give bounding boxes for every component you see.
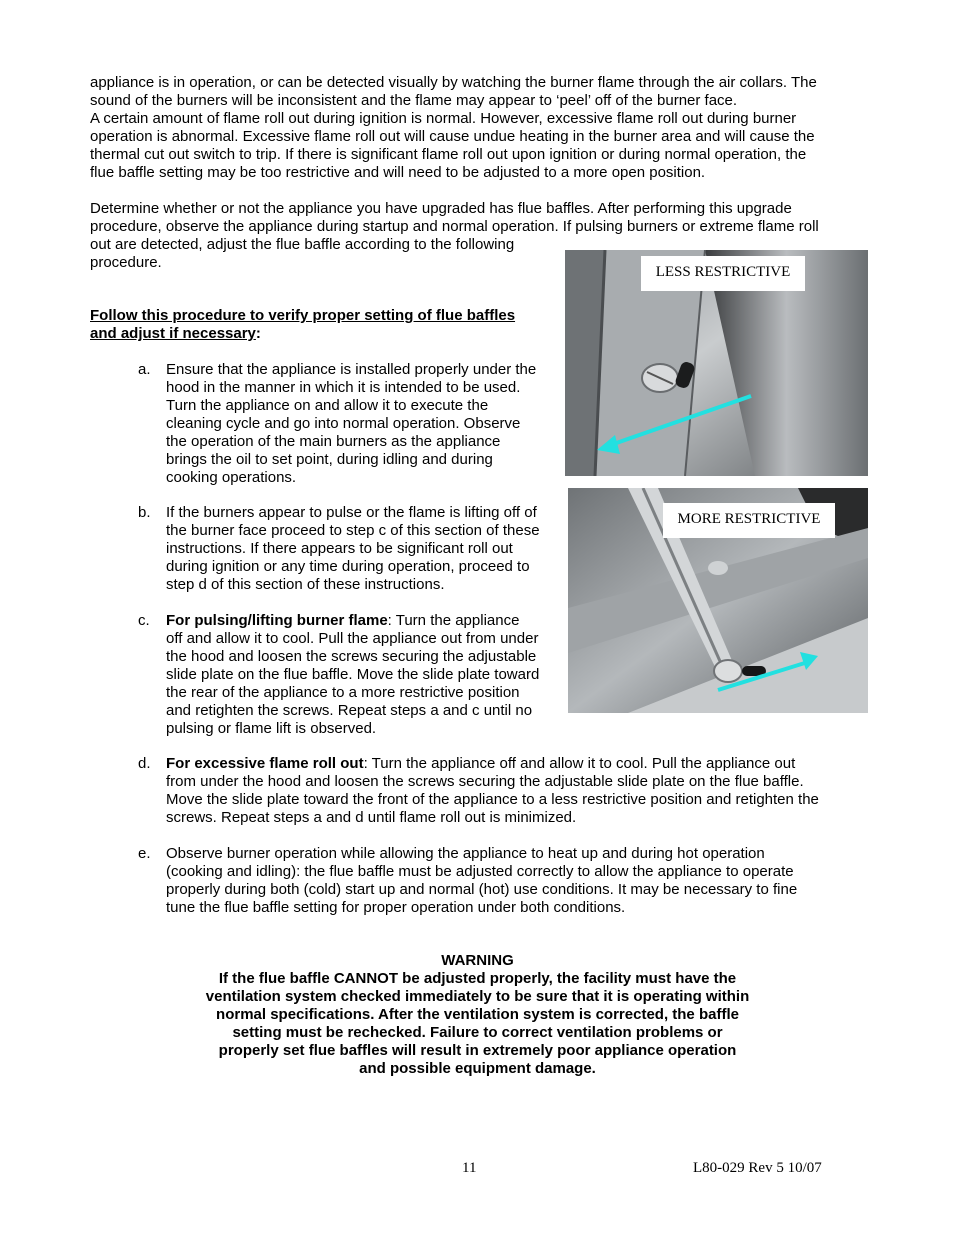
- step-line: brings the oil to set point, during idling and during: [166, 451, 493, 468]
- procedure-heading-line: and adjust if necessary: [90, 325, 256, 342]
- step-letter: b.: [138, 504, 151, 521]
- step-line: from under the hood and loosen the screws securing the adjustable slide plate on the flue baffle.: [166, 773, 804, 790]
- step-line: screws. Repeat steps a and d until flame roll out is minimized.: [166, 809, 577, 826]
- intro-p1-line: thermal cut out switch to trip. If there is significant flame roll out upon ignition or during normal operation, the: [90, 146, 807, 163]
- step-line: Move the slide plate toward the front of the appliance to a less restrictive position and retighten the: [166, 791, 819, 808]
- intro-p1-line: appliance is in operation, or can be detected visually by watching the burner flame through the air collars. The: [90, 74, 817, 91]
- warning-block: [190, 952, 765, 1078]
- step-line: during ignition or any time during operation, proceed to: [166, 558, 530, 575]
- intro-p2-line: procedure.: [90, 254, 162, 271]
- step-bold-lead: For pulsing/lifting burner flame: [166, 612, 388, 629]
- step-line: cleaning cycle and go into normal operation. Observe: [166, 415, 521, 432]
- intro-p1-line: A certain amount of flame roll out during ignition is normal. However, excessive flame roll out during burner: [90, 110, 797, 127]
- step-line: the hood and loosen the screws securing the adjustable: [166, 648, 537, 665]
- intro-p1-line: operation is abnormal. Excessive flame roll out will cause undue heating in the burner area and will cause the: [90, 128, 815, 145]
- step-letter: c.: [138, 612, 150, 629]
- procedure-heading-suffix: :: [255, 325, 261, 342]
- step-line: the burner face proceed to step c of this section of these: [166, 522, 540, 539]
- step-line: the rear of the appliance to a more restrictive position: [166, 684, 520, 701]
- step-letter: e.: [138, 845, 151, 862]
- intro-p2-line: procedure, observe the appliance during startup and normal operation. If pulsing burners or extreme flame roll: [90, 218, 819, 235]
- step-text: [166, 361, 558, 487]
- warning-line: setting must be rechecked. Failure to correct ventilation problems or: [232, 1024, 723, 1041]
- step-line: If the burners appear to pulse or the flame is lifting off of: [166, 504, 537, 521]
- intro-p2-line: out are detected, adjust the flue baffle according to the following: [90, 236, 515, 253]
- step-text: [166, 504, 558, 594]
- step-line: Turn the appliance on and allow it to execute the: [166, 397, 489, 414]
- warning-line: normal specifications. After the ventilation system is corrected, the baffle: [216, 1006, 739, 1023]
- step-line: Ensure that the appliance is installed properly under the: [166, 361, 537, 378]
- step-line: properly during both (cold) start up and normal (hot) use conditions. It may be necessary to fine: [166, 881, 798, 898]
- step-line: off and allow it to cool. Pull the appliance out from under: [166, 630, 539, 647]
- step-line: the operation of the main burners as the appliance: [166, 433, 501, 450]
- warning-line: and possible equipment damage.: [359, 1060, 596, 1077]
- step-line: tune the flue baffle setting for proper operation under both conditions.: [166, 899, 626, 916]
- warning-title: WARNING: [441, 952, 514, 969]
- step-text: [166, 612, 558, 738]
- step-line: : Turn the appliance off and allow it to cool. Pull the appliance out: [363, 755, 796, 772]
- step-line: instructions. If there appears to be significant roll out: [166, 540, 513, 557]
- step-line: Observe burner operation while allowing the appliance to heat up and during hot operation: [166, 845, 765, 862]
- step-line: cooking operations.: [166, 469, 297, 486]
- step-line: and retighten the screws. Repeat steps a and c until no: [166, 702, 533, 719]
- document-reference: L80-029 Rev 5 10/07: [693, 1160, 822, 1176]
- label-more-restrictive: MORE RESTRICTIVE: [663, 503, 835, 538]
- step-text: [166, 755, 856, 827]
- warning-line: ventilation system checked immediately to be sure that it is operating within: [205, 988, 750, 1005]
- step-line: (cooking and idling): the flue baffle must be adjusted correctly to allow the appliance to operate: [166, 863, 794, 880]
- label-less-restrictive: LESS RESTRICTIVE: [641, 256, 805, 291]
- intro-paragraph-1: [90, 74, 860, 182]
- procedure-heading: [90, 307, 540, 343]
- intro-p1-line: sound of the burners will be inconsistent and the flame may appear to ‘peel’ off of the burner face.: [90, 92, 738, 109]
- step-line: slide plate on the flue baffle. Move the slide plate toward: [166, 666, 540, 683]
- page-number: 11: [462, 1160, 477, 1176]
- procedure-heading-line: Follow this procedure to verify proper setting of flue baffles: [90, 307, 516, 324]
- step-line: hood in the manner in which it is intended to be used.: [166, 379, 521, 396]
- warning-line: properly set flue baffles will result in extremely poor appliance operation: [218, 1042, 737, 1059]
- step-text: [166, 845, 856, 917]
- step-letter: d.: [138, 755, 151, 772]
- step-line: : Turn the appliance: [387, 612, 520, 629]
- intro-p1-line: flue baffle setting may be too restrictive and will need to be adjusted to a more open position.: [90, 164, 706, 181]
- step-letter: a.: [138, 361, 151, 378]
- step-line: step d of this section of these instructions.: [166, 576, 445, 593]
- step-bold-lead: For excessive flame roll out: [166, 755, 364, 772]
- intro-p2-line: Determine whether or not the appliance you have upgraded has flue baffles. After performing this upgrade: [90, 200, 792, 217]
- step-line: pulsing or flame lift is observed.: [166, 720, 377, 737]
- warning-line: If the flue baffle CANNOT be adjusted properly, the facility must have the: [218, 970, 737, 987]
